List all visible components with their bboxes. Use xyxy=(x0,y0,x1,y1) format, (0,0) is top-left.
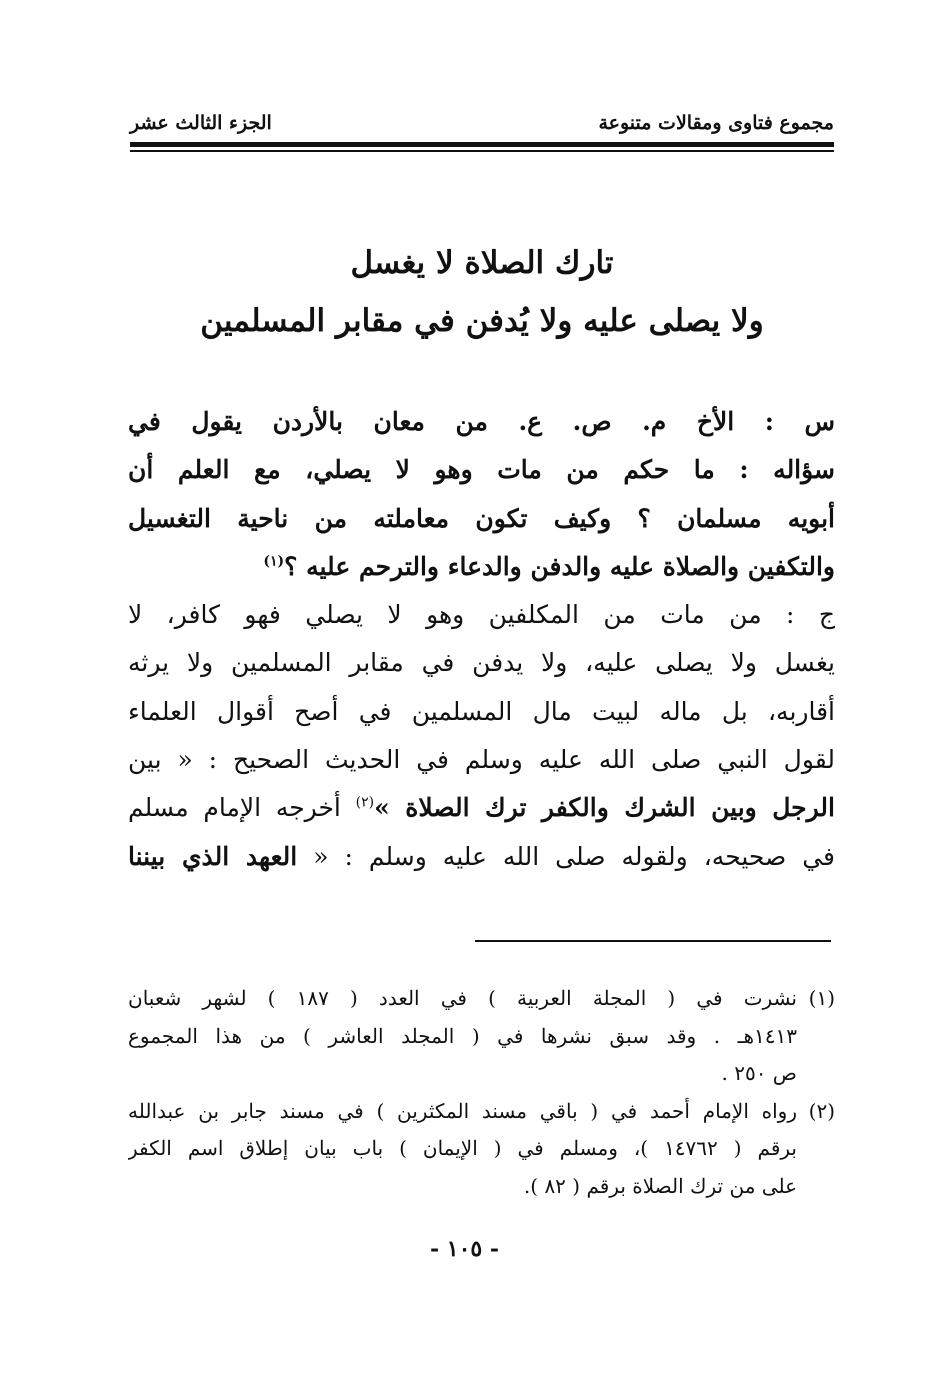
footnote-ref-1: (١) xyxy=(263,553,285,570)
header-rule-thick xyxy=(130,142,834,147)
hadith-quote-1: الرجل وبين الشرك والكفر ترك الصلاة » xyxy=(374,793,835,823)
question-line-4 xyxy=(128,543,835,591)
book-title: مجموع فتاوى ومقالات متنوعة xyxy=(598,112,834,134)
answer-line-6 xyxy=(128,833,835,881)
footnote-2-line-2: برقم ( ١٤٧٦٢ )، ومسلم في ( الإيمان ) باب بيان إطلاق اسم الكفر xyxy=(128,1136,797,1160)
answer-line-1: ج : من مات من المكلفين وهو لا يصلي فهو كافر، لا xyxy=(128,600,835,630)
answer-line-5-rest: أخرجه الإمام مسلم xyxy=(128,793,356,823)
question-line-1: س : الأخ م. ص. ع. من معان بالأردن يقول في xyxy=(128,407,835,436)
answer-line-5 xyxy=(128,784,835,832)
footnote-ref-2: (٢) xyxy=(355,795,375,812)
question-line-4-text: والتكفين والصلاة عليه والدفن والدعاء والترحم عليه ؟ xyxy=(284,551,835,581)
article-body xyxy=(128,398,835,881)
article-title-line-1: تارك الصلاة لا يغسل xyxy=(350,245,614,281)
question-line-3: أبويه مسلمان ؟ وكيف تكون معاملته من ناحية التغسيل xyxy=(128,503,835,533)
footnote-2 xyxy=(128,1093,835,1206)
footnote-1-line-3: ص ٢٥٠ . xyxy=(721,1061,797,1085)
hadith-quote-2: العهد الذي بيننا xyxy=(128,841,298,871)
footnote-2-line-1: رواه الإمام أحمد في ( باقي مسند المكثرين ) في مسند جابر بن عبدالله xyxy=(128,1098,797,1123)
page-number: - ١٠٥ - xyxy=(429,1236,500,1262)
footnote-1-line-2: ١٤١٣هـ . وقد سبق نشرها في ( المجلد العاشر ) من هذا المجموع xyxy=(128,1023,797,1048)
answer-line-6-start: في صحيحه، ولقوله صلى الله عليه وسلم : « xyxy=(297,841,835,871)
answer-line-4: لقول النبي صلى الله عليه وسلم في الحديث الصحيح : « بين xyxy=(128,745,835,775)
running-header xyxy=(130,108,834,138)
volume-label: الجزء الثالث عشر xyxy=(130,112,272,134)
footnote-2-line-3: على من ترك الصلاة برقم ( ٨٢ ). xyxy=(523,1173,797,1198)
header-rule-thin xyxy=(130,150,834,152)
answer-line-2: يغسل ولا يصلى عليه، ولا يدفن في مقابر المسلمين ولا يرثه xyxy=(128,648,835,678)
footnote-separator xyxy=(475,940,831,942)
footnote-2-number: (٢) xyxy=(808,1098,835,1123)
footnote-1 xyxy=(128,980,835,1093)
answer-line-3: أقاربه، بل ماله لبيت مال المسلمين في أصح أقوال العلماء xyxy=(128,696,835,726)
footnote-1-line-1: نشرت في ( المجلة العربية ) في العدد ( ١٨٧ ) لشهر شعبان xyxy=(128,986,797,1010)
article-title-line-2: ولا يصلى عليه ولا يُدفن في مقابر المسلمين xyxy=(200,303,764,339)
footnote-1-number: (١) xyxy=(808,986,835,1010)
footnotes xyxy=(128,980,835,1205)
question-line-2: سؤاله : ما حكم من مات وهو لا يصلي، مع العلم أن xyxy=(128,455,835,485)
